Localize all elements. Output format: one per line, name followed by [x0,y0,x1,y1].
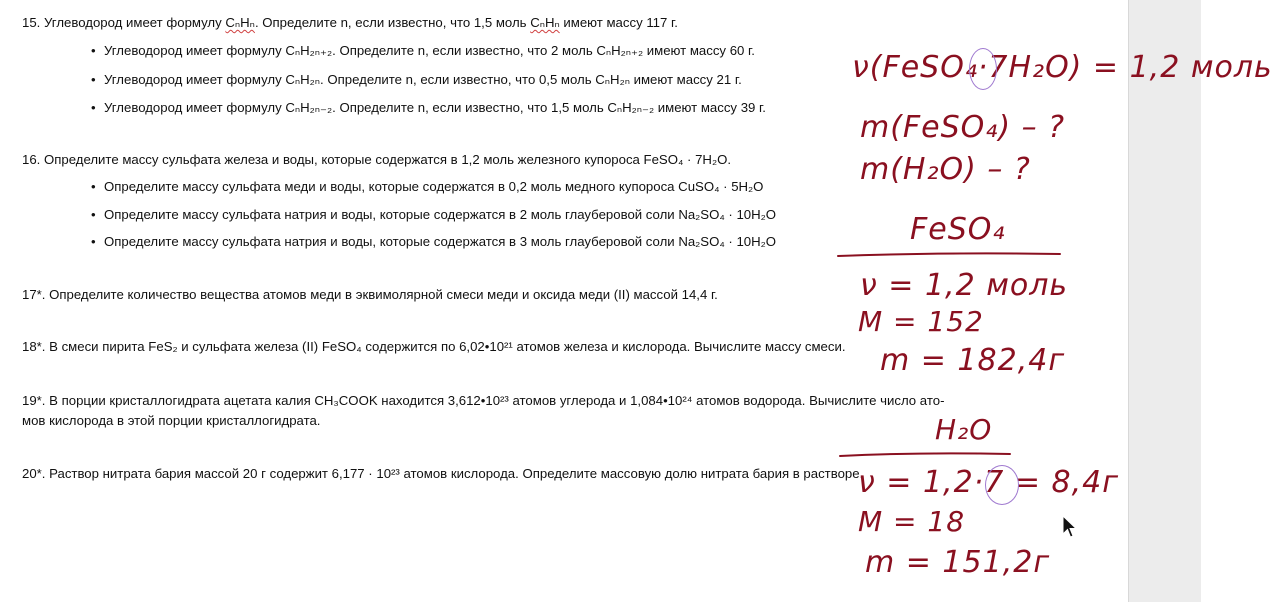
hw-mass-2: m = 151,2г [865,545,1051,580]
hw-find-1: m(FeSO₄) – ? [860,110,1066,145]
hw-nu-2: ν = 1,2·7 = 8,4г [858,465,1119,500]
problem-15: 15. Углеводород имеет формулу CₙHₙ. Определите n, если известно, что 1,5 моль CₙHₙ имеют массу 117 г. [22,15,678,30]
hw-mass-1: m = 182,4г [880,343,1066,378]
hw-find-2: m(H₂O) – ? [860,152,1031,187]
hw-head-h2o: H₂O [935,413,993,446]
hw-molar-1: M = 152 [858,305,984,338]
problem-16: 16. Определите массу сульфата железа и воды, которые содержатся в 1,2 моль железного купороса FeSO₄ · 7H₂O. [22,152,731,167]
problem-16-bullet-3: • Определите массу сульфата натрия и воды, которые содержатся в 3 моль глауберовой соли Na₂SO₄ · 10H₂O [104,234,776,250]
problem-20: 20*. Раствор нитрата бария массой 20 г содержит 6,177 · 10²³ атомов кислорода. Определите массовую долю нитрата бария в растворе. [22,466,864,481]
problem-19-line-2: мов кислорода в этой порции кристаллогидрата. [22,413,321,428]
problem-15-bullet-1: • Углеводород имеет формулу CₙH₂ₙ₊₂. Определите n, если известно, что 2 моль CₙH₂ₙ₊₂ имеют массу 60 г. [104,43,755,59]
circle-7-top [969,48,997,90]
problem-15-bullet-2: • Углеводород имеет формулу CₙH₂ₙ. Определите n, если известно, что 0,5 моль CₙH₂ₙ имеют массу 21 г. [104,72,742,88]
hw-molar-2: M = 18 [858,505,966,538]
hw-given: ν(FeSO₄·7H₂O) = 1,2 моль [852,50,1273,85]
problem-15-bullet-3: • Углеводород имеет формулу CₙH₂ₙ₋₂. Определите n, если известно, что 1,5 моль CₙH₂ₙ₋₂ имеют массу 39 г. [104,100,766,116]
problem-17: 17*. Определите количество вещества атомов меди в эквимолярной смеси меди и оксида меди (II) массой 14,4 г. [22,287,718,302]
hw-nu-1: ν = 1,2 моль [860,268,1069,303]
problem-19-line-1: 19*. В порции кристаллогидрата ацетата калия CH₃COOK находится 3,612•10²³ атомов углерода и 1,084•10²⁴ атомов водорода. Вычислите число ато- [22,393,945,408]
mouse-cursor-icon [1062,515,1078,539]
side-panel [1128,0,1201,602]
problem-16-bullet-1: • Определите массу сульфата меди и воды, которые содержатся в 0,2 моль медного купороса CuSO₄ · 5H₂O [104,179,763,195]
problem-16-bullet-2: • Определите массу сульфата натрия и воды, которые содержатся в 2 моль глауберовой соли Na₂SO₄ · 10H₂O [104,207,776,223]
hw-head-feso4: FeSO₄ [910,212,1006,247]
circle-7-bottom [985,465,1019,505]
problem-18: 18*. В смеси пирита FeS₂ и сульфата железа (II) FeSO₄ содержится по 6,02•10²¹ атомов железа и кислорода. Вычислите массу смеси. [22,339,846,354]
